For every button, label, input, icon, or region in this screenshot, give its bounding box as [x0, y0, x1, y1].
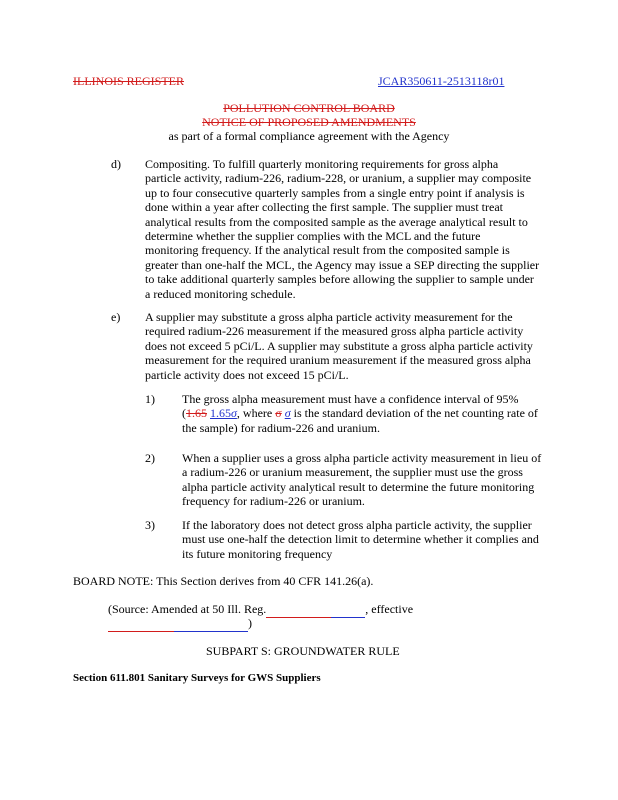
item-d-line: up to four consecutive quarterly samples from a single entry point if analysis is [145, 185, 525, 200]
deleted-sigma: σ [275, 406, 282, 421]
item-e-line: does not exceed 5 pCi/L. A supplier may substitute a gross alpha particle activity [145, 338, 533, 353]
inserted-value: 1.65 [210, 406, 231, 421]
item-e-text [145, 310, 585, 382]
source-line-2 [108, 616, 252, 632]
subpart-heading: SUBPART S: GROUNDWATER RULE [206, 644, 400, 658]
item-d-line: particle activity, radium-226, radium-228, or uranium, a supplier may composite [145, 171, 532, 186]
board-title: POLLUTION CONTROL BOARD [223, 101, 395, 115]
blank-deleted-2 [108, 616, 174, 632]
sub-2-line: alpha particle activity analytical result to determine the future monitoring [182, 479, 535, 494]
sub-3-text [182, 518, 592, 561]
item-d-text [145, 157, 585, 301]
item-d-line: to take additional quarterly samples before allowing the supplier to sample under [145, 272, 534, 287]
item-d-line: done within a year after collecting the first sample. The supplier must treat [145, 200, 503, 215]
sub-2-text [182, 451, 592, 509]
sub-1-line: the sample) for radium-226 and uranium. [182, 420, 380, 435]
source-close: ) [248, 616, 252, 630]
effective-text: , effective [365, 602, 414, 616]
item-e-line: required radium-226 measurement if the measured gross alpha particle activity [145, 324, 524, 339]
sub-2-line: frequency for radium-226 or uranium. [182, 494, 365, 509]
document-code: JCAR350611-2513118r01 [378, 74, 505, 88]
source-text: (Source: Amended at 50 Ill. Reg. [108, 602, 267, 616]
sub-2-label: 2) [145, 451, 155, 465]
sub-2-line: When a supplier uses a gross alpha particle activity measurement in lieu of [182, 451, 542, 465]
board-note: BOARD NOTE: This Section derives from 40 CFR 141.26(a). [73, 574, 374, 588]
blank-inserted [331, 602, 365, 618]
item-d-line: monitoring frequency. If the analytical result from the composited sample is [145, 243, 510, 258]
sub-3-line: must use one-half the detection limit to determine whether it complies and [182, 532, 539, 547]
item-d-label: d) [111, 157, 121, 171]
item-e-label: e) [111, 310, 121, 324]
subtitle: as part of a formal compliance agreement with the Agency [168, 129, 450, 143]
section-heading: Section 611.801 Sanitary Surveys for GWS Suppliers [73, 672, 321, 684]
sub-1-label: 1) [145, 392, 155, 406]
sub-1-text [182, 392, 592, 435]
sub-3-line: If the laboratory does not detect gross alpha particle activity, the supplier [182, 518, 532, 532]
sub-1-line: The gross alpha measurement must have a confidence interval of 95% [182, 392, 519, 406]
sub-2-line: a radium-226 or uranium measurement, the supplier must use the gross [182, 465, 523, 480]
sigma-symbol: σ [231, 406, 237, 421]
sub-1-line-amended: (1.65 1.65σ, where σ σ is the standard deviation of the net counting rate of [182, 406, 538, 421]
sub-1-rest: is the standard deviation of the net counting rate of [290, 406, 538, 421]
item-d-line: greater than one-half the MCL, the Agency may issue a SEP directing the supplier [145, 257, 540, 272]
sub-3-label: 3) [145, 518, 155, 532]
item-e-line: particle activity does not exceed 15 pCi/L. [145, 367, 349, 382]
register-header: ILLINOIS REGISTER [73, 74, 184, 88]
blank-inserted-2 [174, 616, 248, 632]
item-d-line: a reduced monitoring schedule. [145, 286, 296, 301]
item-d-line: determine whether the supplier complies with the MCL and the future [145, 229, 481, 244]
item-d-line: analytical results from the composited sample as the average analytical result to [145, 214, 528, 229]
item-e-line: measurement for the required uranium measurement if the measured gross alpha [145, 353, 531, 368]
sub-3-line: its future monitoring frequency [182, 546, 333, 561]
item-e-line: A supplier may substitute a gross alpha particle activity measurement for the [145, 310, 513, 324]
item-d-line: Compositing. To fulfill quarterly monitoring requirements for gross alpha [145, 157, 499, 171]
inserted-sigma: σ [284, 406, 291, 421]
blank-deleted [266, 602, 331, 618]
where-text: , where [236, 406, 273, 421]
notice-title: NOTICE OF PROPOSED AMENDMENTS [202, 115, 416, 129]
deleted-value: 1.65 [186, 406, 207, 421]
